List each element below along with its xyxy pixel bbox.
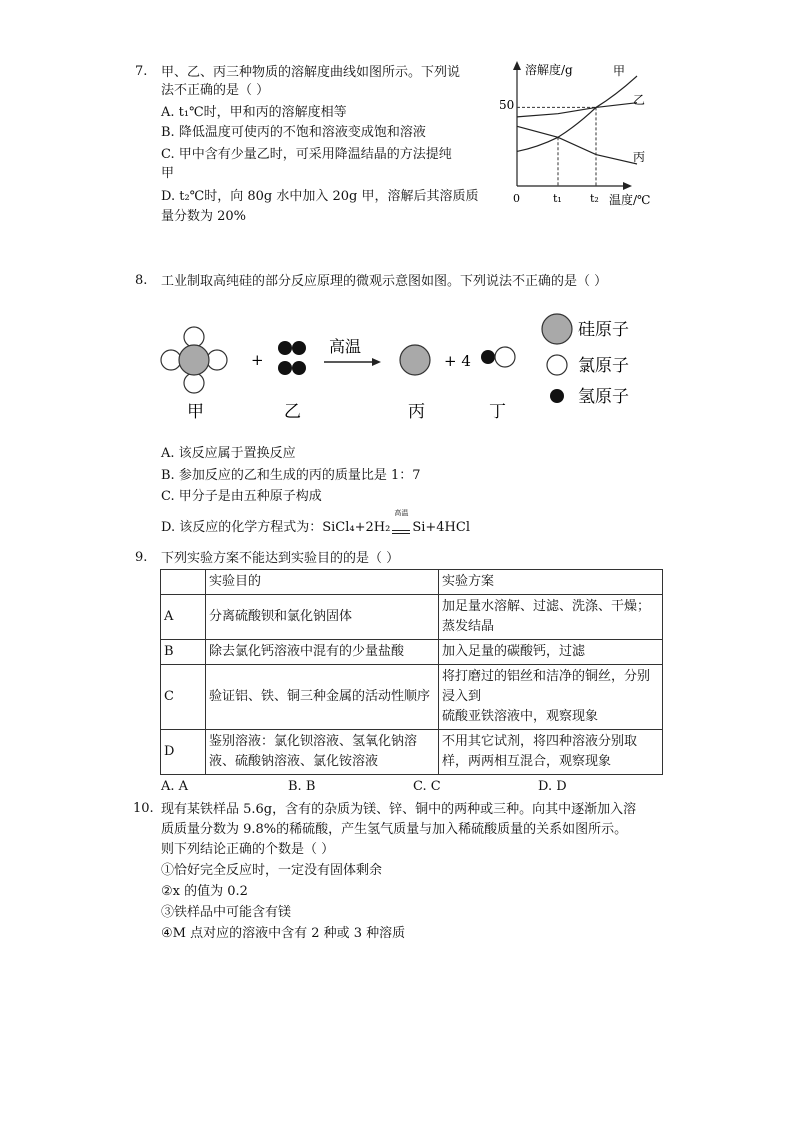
option-d-cont: 量分数为 20% (161, 209, 247, 224)
label-jia: 甲 (187, 402, 204, 422)
legend-si-icon (542, 314, 572, 344)
si-atom (179, 345, 209, 375)
x-axis-arrow (623, 182, 632, 190)
equation-condition (390, 509, 412, 537)
statement-1: ①恰好完全反应时，一定没有固体剩余 (161, 863, 383, 878)
choice-a: A. A (161, 779, 189, 794)
legend-h-icon (550, 389, 564, 403)
option-d (161, 509, 470, 537)
choice-c: C. C (413, 779, 441, 794)
h-atom (292, 341, 306, 355)
cl-atom (184, 327, 204, 347)
question-stem: 工业制取高纯硅的部分反应原理的微观示意图如图。下列说法不正确的是（ ） (161, 274, 608, 289)
header-cell: 实验目的 (206, 570, 439, 595)
arrow-head (372, 358, 381, 366)
reaction-diagram (150, 305, 650, 430)
h-atom (292, 361, 306, 375)
molecule-sicl4 (161, 327, 227, 393)
legend-si-label: 硅原子 (578, 320, 629, 340)
x-origin: 0 (513, 192, 520, 205)
table-row (161, 595, 663, 640)
option-c: C. 甲中含有少量乙时，可采用降温结晶的方法提纯 (161, 147, 452, 162)
h-atom (278, 341, 292, 355)
x-tick-t1: t₁ (553, 192, 562, 205)
option-a: A. t₁℃时，甲和丙的溶解度相等 (161, 105, 347, 120)
table-row (161, 640, 663, 665)
label-yi: 乙 (284, 402, 301, 422)
legend-cl-label: 氯原子 (578, 356, 629, 376)
header-cell (161, 570, 206, 595)
y-tick-50: 50 (499, 98, 515, 112)
question-stem: 甲、乙、丙三种物质的溶解度曲线如图所示。下列说 (161, 65, 461, 80)
row-id: A (161, 595, 206, 640)
row-goal: 验证铝、铁、铜三种金属的活动性顺序 (206, 665, 439, 730)
label-bing: 丙 (408, 402, 425, 422)
coefficient: + 4 (444, 352, 471, 370)
cl-atom (207, 350, 227, 370)
option-c: C. 甲分子是由五种原子构成 (161, 489, 322, 504)
experiment-table (160, 569, 663, 775)
legend-jia: 甲 (613, 64, 626, 78)
plus-sign: + (251, 351, 264, 369)
question-number: 8. (135, 273, 148, 288)
cl-atom (495, 347, 515, 367)
legend-bing: 丙 (633, 150, 646, 164)
solubility-chart (495, 58, 670, 213)
question-number: 10. (133, 801, 154, 816)
statement-2: ②x 的值为 0.2 (161, 884, 248, 899)
option-c-cont: 甲 (161, 166, 175, 181)
cl-atom (161, 350, 181, 370)
choice-b: B. B (288, 779, 316, 794)
legend-yi: 乙 (633, 93, 646, 107)
y-axis-label: 溶解度/g (525, 63, 573, 77)
question-stem: 现有某铁样品 5.6g，含有的杂质为镁、锌、铜中的两种或三种。向其中逐渐加入溶 (161, 802, 637, 817)
legend-h-label: 氢原子 (578, 387, 629, 407)
option-b: B. 参加反应的乙和生成的丙的质量比是 1：7 (161, 468, 421, 483)
option-b: B. 降低温度可使丙的不饱和溶液变成饱和溶液 (161, 125, 426, 140)
curve-jia (517, 76, 637, 151)
statement-3: ③铁样品中可能含有镁 (161, 905, 292, 920)
question-number: 9. (135, 550, 148, 565)
row-id: B (161, 640, 206, 665)
reaction-condition: 高温 (329, 337, 362, 356)
label-ding: 丁 (489, 402, 506, 422)
question-stem: 则下列结论正确的个数是（ ） (161, 842, 335, 857)
table-row (161, 730, 663, 775)
question-number: 7. (135, 64, 148, 79)
row-goal: 分离硫酸钡和氯化钠固体 (206, 595, 439, 640)
legend-cl-icon (547, 355, 567, 375)
row-plan: 加入足量的碳酸钙，过滤 (439, 640, 663, 665)
statement-4: ④M 点对应的溶液中含有 2 种或 3 种溶质 (161, 926, 406, 941)
molecules-h2 (278, 341, 306, 375)
row-id: D (161, 730, 206, 775)
equation-right: Si+4HCl (412, 520, 470, 535)
row-plan (439, 665, 663, 730)
x-axis-label: 温度/℃ (609, 193, 651, 207)
row-id: C (161, 665, 206, 730)
curve-bing (517, 126, 637, 164)
y-axis-arrow (513, 61, 521, 70)
question-stem: 质质量分数为 9.8%的稀硫酸，产生氢气质量与加入稀硫酸质量的关系如图所示。 (161, 822, 628, 837)
table-header-row (161, 570, 663, 595)
equation-left: D. 该反应的化学方程式为：SiCl₄+2H₂ (161, 520, 391, 535)
curve-yi (517, 103, 637, 117)
option-d: D. t₂℃时，向 80g 水中加入 20g 甲，溶解后其溶质质 (161, 189, 479, 204)
h-atom (481, 350, 495, 364)
option-a: A. 该反应属于置换反应 (161, 446, 296, 461)
plan-line: 将打磨过的铝丝和洁净的铜丝，分别浸入到 (442, 669, 651, 704)
row-plan: 加足量水溶解、过滤、洗涤、干燥；蒸发结晶 (439, 595, 663, 640)
cl-atom (184, 373, 204, 393)
equal-line-top (392, 530, 410, 531)
x-tick-t2: t₂ (590, 192, 599, 205)
row-goal: 除去氯化钙溶液中混有的少量盐酸 (206, 640, 439, 665)
equal-line-bottom (392, 533, 410, 534)
si-atom-product (400, 345, 430, 375)
row-plan: 不用其它试剂，将四种溶液分别取样，两两相互混合，观察现象 (439, 730, 663, 775)
header-cell: 实验方案 (439, 570, 663, 595)
h-atom (278, 361, 292, 375)
question-stem: 法不正确的是（ ） (161, 83, 270, 98)
row-goal: 鉴别溶液：氯化钡溶液、氢氧化钠溶液、硫酸钠溶液、氯化铵溶液 (206, 730, 439, 775)
table-row (161, 665, 663, 730)
plan-line: 硫酸亚铁溶液中，观察现象 (442, 709, 599, 724)
condition-text: 高温 (394, 509, 409, 517)
question-stem: 下列实验方案不能达到实验目的的是（ ） (161, 551, 400, 566)
choice-d: D. D (538, 779, 567, 794)
